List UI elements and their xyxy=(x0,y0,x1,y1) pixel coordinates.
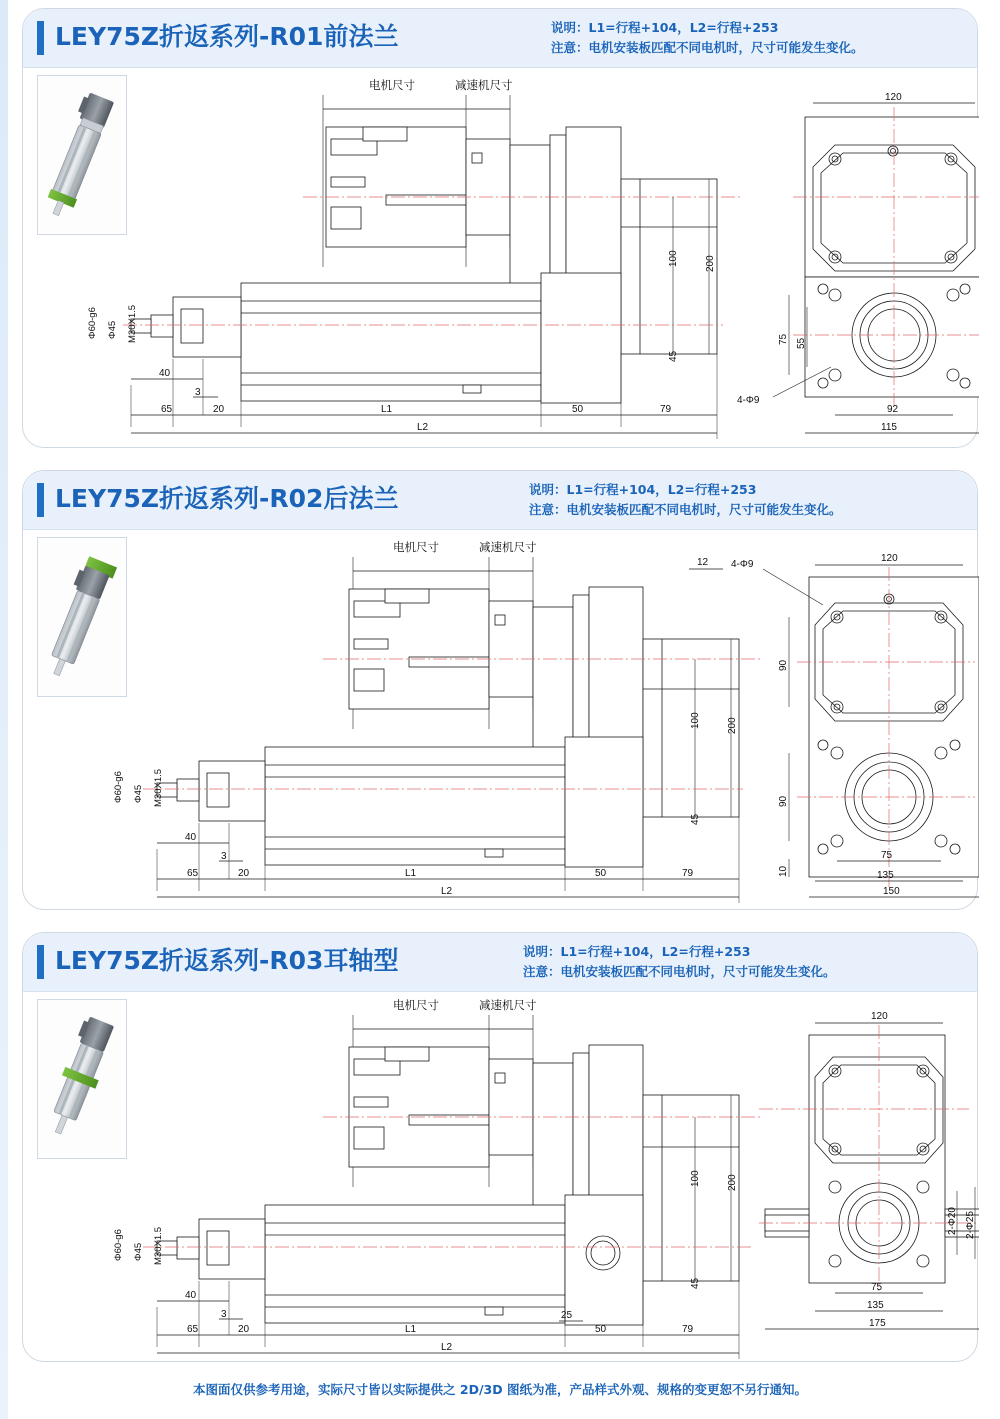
dim-135-r03: 135 xyxy=(867,1300,884,1311)
dim-55-r01: 55 xyxy=(796,337,807,349)
dim-120-r01: 120 xyxy=(885,92,902,103)
dim-65-r03: 65 xyxy=(187,1324,199,1335)
dim-75-r02: 75 xyxy=(881,850,893,861)
dim-75-r01: 75 xyxy=(778,333,789,345)
dim-phi45-r02: Φ45 xyxy=(133,784,144,803)
dim-40-r03: 40 xyxy=(185,1290,197,1301)
dim-45-r01: 45 xyxy=(668,350,679,362)
section-note-line2-r02: 注意：电机安装板匹配不同电机时，尺寸可能发生变化。 xyxy=(529,502,842,517)
section-header-r01 xyxy=(23,9,977,68)
drawing-r02 xyxy=(23,529,977,909)
dim-phi60-r01: Φ60-g6 xyxy=(87,307,98,339)
section-note-line2-r03: 注意：电机安装板匹配不同电机时，尺寸可能发生变化。 xyxy=(523,964,836,979)
section-header-r02 xyxy=(23,471,977,530)
dim-50-r01: 50 xyxy=(572,404,584,415)
dim-40-r02: 40 xyxy=(185,832,197,843)
drawing-r03 xyxy=(23,991,977,1361)
dim-L1-r01: L1 xyxy=(381,404,393,415)
dim-L2-r02: L2 xyxy=(441,886,453,897)
dim-10-r02: 10 xyxy=(778,865,789,877)
dim-3-r03: 3 xyxy=(221,1309,227,1320)
dim-150-r02: 150 xyxy=(883,886,900,897)
dim-2xphi25-r03: 2-Φ25 xyxy=(965,1211,976,1239)
dim-50-r02: 50 xyxy=(595,868,607,879)
dim-65-r02: 65 xyxy=(187,868,199,879)
dim-79-r01: 79 xyxy=(660,404,672,415)
dim-20-r02: 20 xyxy=(238,868,250,879)
header-accent-bar xyxy=(37,483,44,517)
dim-90a-r02: 90 xyxy=(778,659,789,671)
dim-65-r01: 65 xyxy=(161,404,173,415)
label-gearbox-dim-r01: 减速机尺寸 xyxy=(455,78,513,92)
dim-4xphi9-r01: 4-Φ9 xyxy=(737,395,760,406)
dim-135-r02: 135 xyxy=(877,870,894,881)
dim-79-r03: 79 xyxy=(682,1324,694,1335)
dim-m30-r01: M30X1.5 xyxy=(127,304,138,343)
dim-200-r01: 200 xyxy=(705,255,716,272)
dim-100-r02: 100 xyxy=(690,712,701,729)
dim-phi45-r01: Φ45 xyxy=(107,320,118,339)
section-title-r03: LEY75Z折返系列-R03耳轴型 xyxy=(55,946,399,975)
dim-45-r02: 45 xyxy=(690,813,701,825)
section-note-line1-r03: 说明：L1=行程+104，L2=行程+253 xyxy=(523,944,751,959)
dim-200-r02: 200 xyxy=(727,717,738,734)
section-note-line1-r01: 说明：L1=行程+104，L2=行程+253 xyxy=(551,20,779,35)
dim-20-r01: 20 xyxy=(213,404,225,415)
label-gearbox-dim-r03: 减速机尺寸 xyxy=(479,998,537,1012)
dim-phi60-r02: Φ60-g6 xyxy=(113,771,124,803)
label-gearbox-dim-r02: 减速机尺寸 xyxy=(479,540,537,554)
dim-175-r03: 175 xyxy=(869,1318,886,1329)
dim-m30-r02: M30X1.5 xyxy=(153,768,164,807)
section-header-r03 xyxy=(23,933,977,992)
dim-120-r02: 120 xyxy=(881,553,898,564)
dim-L1-r02: L1 xyxy=(405,868,417,879)
dim-m30-r03: M30X1.5 xyxy=(153,1226,164,1265)
dim-phi60-r03: Φ60-g6 xyxy=(113,1229,124,1261)
dim-3-r01: 3 xyxy=(195,387,201,398)
section-title-r02: LEY75Z折返系列-R02后法兰 xyxy=(55,484,399,513)
dim-L1-r03: L1 xyxy=(405,1324,417,1335)
dim-3-r02: 3 xyxy=(221,851,227,862)
dim-L2-r03: L2 xyxy=(441,1342,453,1353)
page-left-edge xyxy=(0,0,8,1419)
label-motor-dim-r02: 电机尺寸 xyxy=(393,540,439,554)
header-accent-bar xyxy=(37,945,44,979)
dim-100-r01: 100 xyxy=(668,250,679,267)
dim-200-r03: 200 xyxy=(727,1174,738,1191)
dim-L2-r01: L2 xyxy=(417,422,429,433)
dim-92-r01: 92 xyxy=(887,404,899,415)
header-accent-bar xyxy=(37,21,44,55)
dim-90b-r02: 90 xyxy=(778,795,789,807)
dim-12-r02: 12 xyxy=(697,557,709,568)
dim-75-r03: 75 xyxy=(871,1282,883,1293)
dim-40-r01: 40 xyxy=(159,368,171,379)
dim-79-r02: 79 xyxy=(682,868,694,879)
dim-25-r03: 25 xyxy=(561,1310,573,1321)
section-panel-r02 xyxy=(22,470,978,910)
dim-phi45-r03: Φ45 xyxy=(133,1242,144,1261)
section-panel-r01 xyxy=(22,8,978,448)
dim-120-r03: 120 xyxy=(871,1011,888,1022)
dim-20-r03: 20 xyxy=(238,1324,250,1335)
footer-note: 本图面仅供参考用途，实际尺寸皆以实际提供之 2D/3D 图纸为准，产品样式外观、规格的变更恕不另行通知。 xyxy=(193,1382,807,1397)
drawing-r01 xyxy=(23,67,977,447)
section-panel-r03 xyxy=(22,932,978,1362)
section-title-r01: LEY75Z折返系列-R01前法兰 xyxy=(55,22,399,51)
dim-115-r01: 115 xyxy=(881,422,897,433)
dim-50-r03: 50 xyxy=(595,1324,607,1335)
label-motor-dim-r01: 电机尺寸 xyxy=(369,78,415,92)
dim-2xphi20-r03: 2-Φ20 xyxy=(947,1207,958,1235)
dim-45-r03: 45 xyxy=(690,1277,701,1289)
section-note-line1-r02: 说明：L1=行程+104，L2=行程+253 xyxy=(529,482,757,497)
section-note-line2-r01: 注意：电机安装板匹配不同电机时，尺寸可能发生变化。 xyxy=(551,40,864,55)
label-motor-dim-r03: 电机尺寸 xyxy=(393,998,439,1012)
dim-100-r03: 100 xyxy=(690,1170,701,1187)
dim-4xphi9-r02: 4-Φ9 xyxy=(731,559,754,570)
